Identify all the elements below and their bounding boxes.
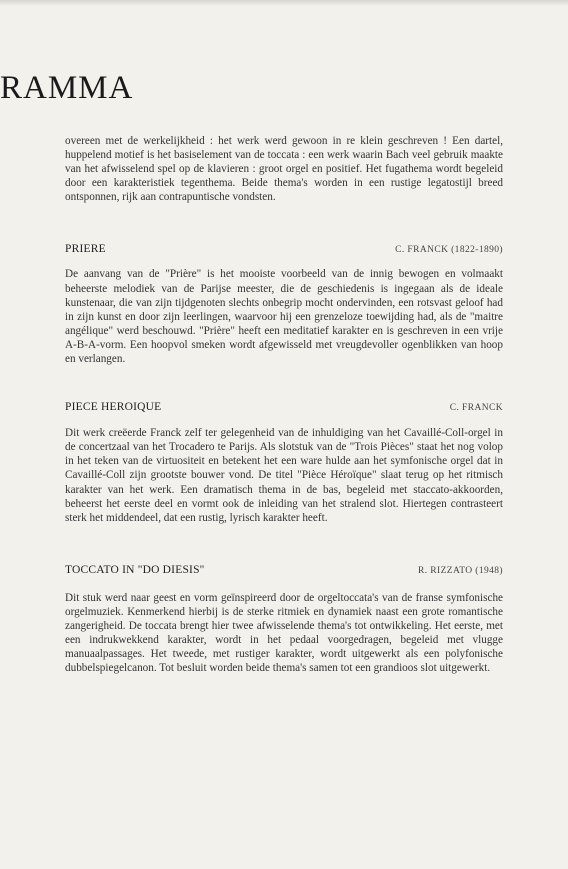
- program-notes: [65, 134, 503, 675]
- page-top-edge: [0, 0, 568, 6]
- section-paragraph: Dit stuk werd naar geest en vorm geïnspireerd door de orgeltoccata's van de franse symfonische orgelmuziek. Kenmerkend hierbij is de sterke ritmiek en dynamiek naast een grote romantische zangerigheid. De toccata brengt hier twee afwisselende thema's tot ontwikkeling. Het eerste, met een indrukwekkend karakter, wordt in het pedaal voorgedragen, begeleid met vlugge manuaalpassages. Het tweede, met rustiger karakter, wordt uitgewerkt als een polyfonische dubbelspiegelcanon. Tot besluit worden beide thema's samen tot een grandioos slot uitgewerkt.: [65, 591, 503, 675]
- section-title: PRIERE: [65, 243, 106, 256]
- section-composer: R. RIZZATO (1948): [418, 565, 503, 576]
- section-header-priere: [65, 243, 503, 255]
- section-paragraph: Dit werk creëerde Franck zelf ter gelegenheid van de inhuldiging van het Cavaillé-Coll-orgel in de concertzaal van het Trocadero te Parijs. Als slotstuk van de "Trois Pièces" staat het nog volop in het teken van de virtuositeit en betekent het een ware hulde aan het symfonische orgel dat in Cavaillé-Coll zijn grootste bouwer vond. De titel "Pièce Héroïque" slaat terug op het ritmisch karakter van het werk. Een dramatisch thema in de bas, begeleid met staccato-akkoorden, beheerst het eerste deel en vormt ook de inleiding van het stralend slot. Hiertegen contrasteert sterk het middendeel, dat een rustig, lyrisch karakter heeft.: [65, 427, 503, 524]
- section-paragraph: De aanvang van de "Prière" is het mooiste voorbeeld van de innig bewogen en volmaakt beheerste melodiek van de Parijse meester, die de geschiedenis is ingegaan als de ideale kunstenaar, die van zijn tijdgenoten slechts onbegrip mocht ondervinden, een rotsvast geloof had in zijn kunst en door zijn leerlingen, waarvoor hij een grenzeloze toewijding had, als de "maitre angélique" werd beschouwd. "Prière" heeft een meditatief karakter en is geschreven in een vrije A-B-A-vorm. Een hoopvol smeken wordt afgewisseld met vreugdevoller ogenblikken van hoop en verlangen.: [65, 268, 503, 366]
- section-title: PIECE HEROIQUE: [65, 401, 162, 414]
- section-header-piece-heroique: [65, 401, 503, 413]
- section-title: TOCCATO IN "DO DIESIS": [65, 563, 205, 576]
- intro-paragraph: overeen met de werkelijkheid : het werk werd gewoon in re klein geschreven ! Een dartel, huppelend motief is het basiselement van de toccata : een werk waarin Bach veel gebruik maakte van het afwisselend spel op de klavieren : groot orgel en positief. Het fugathema wordt begeleid door een karakteristiek tegenthema. Beide thema's worden in een rustige legatostijl breed ontsponnen, rijk aan contrapuntische vondsten.: [65, 135, 503, 204]
- section-composer: C. FRANCK: [449, 403, 503, 414]
- section-composer: C. FRANCK (1822-1890): [395, 245, 503, 256]
- section-header-toccato: [65, 564, 503, 576]
- page-heading: RAMMA: [0, 70, 134, 106]
